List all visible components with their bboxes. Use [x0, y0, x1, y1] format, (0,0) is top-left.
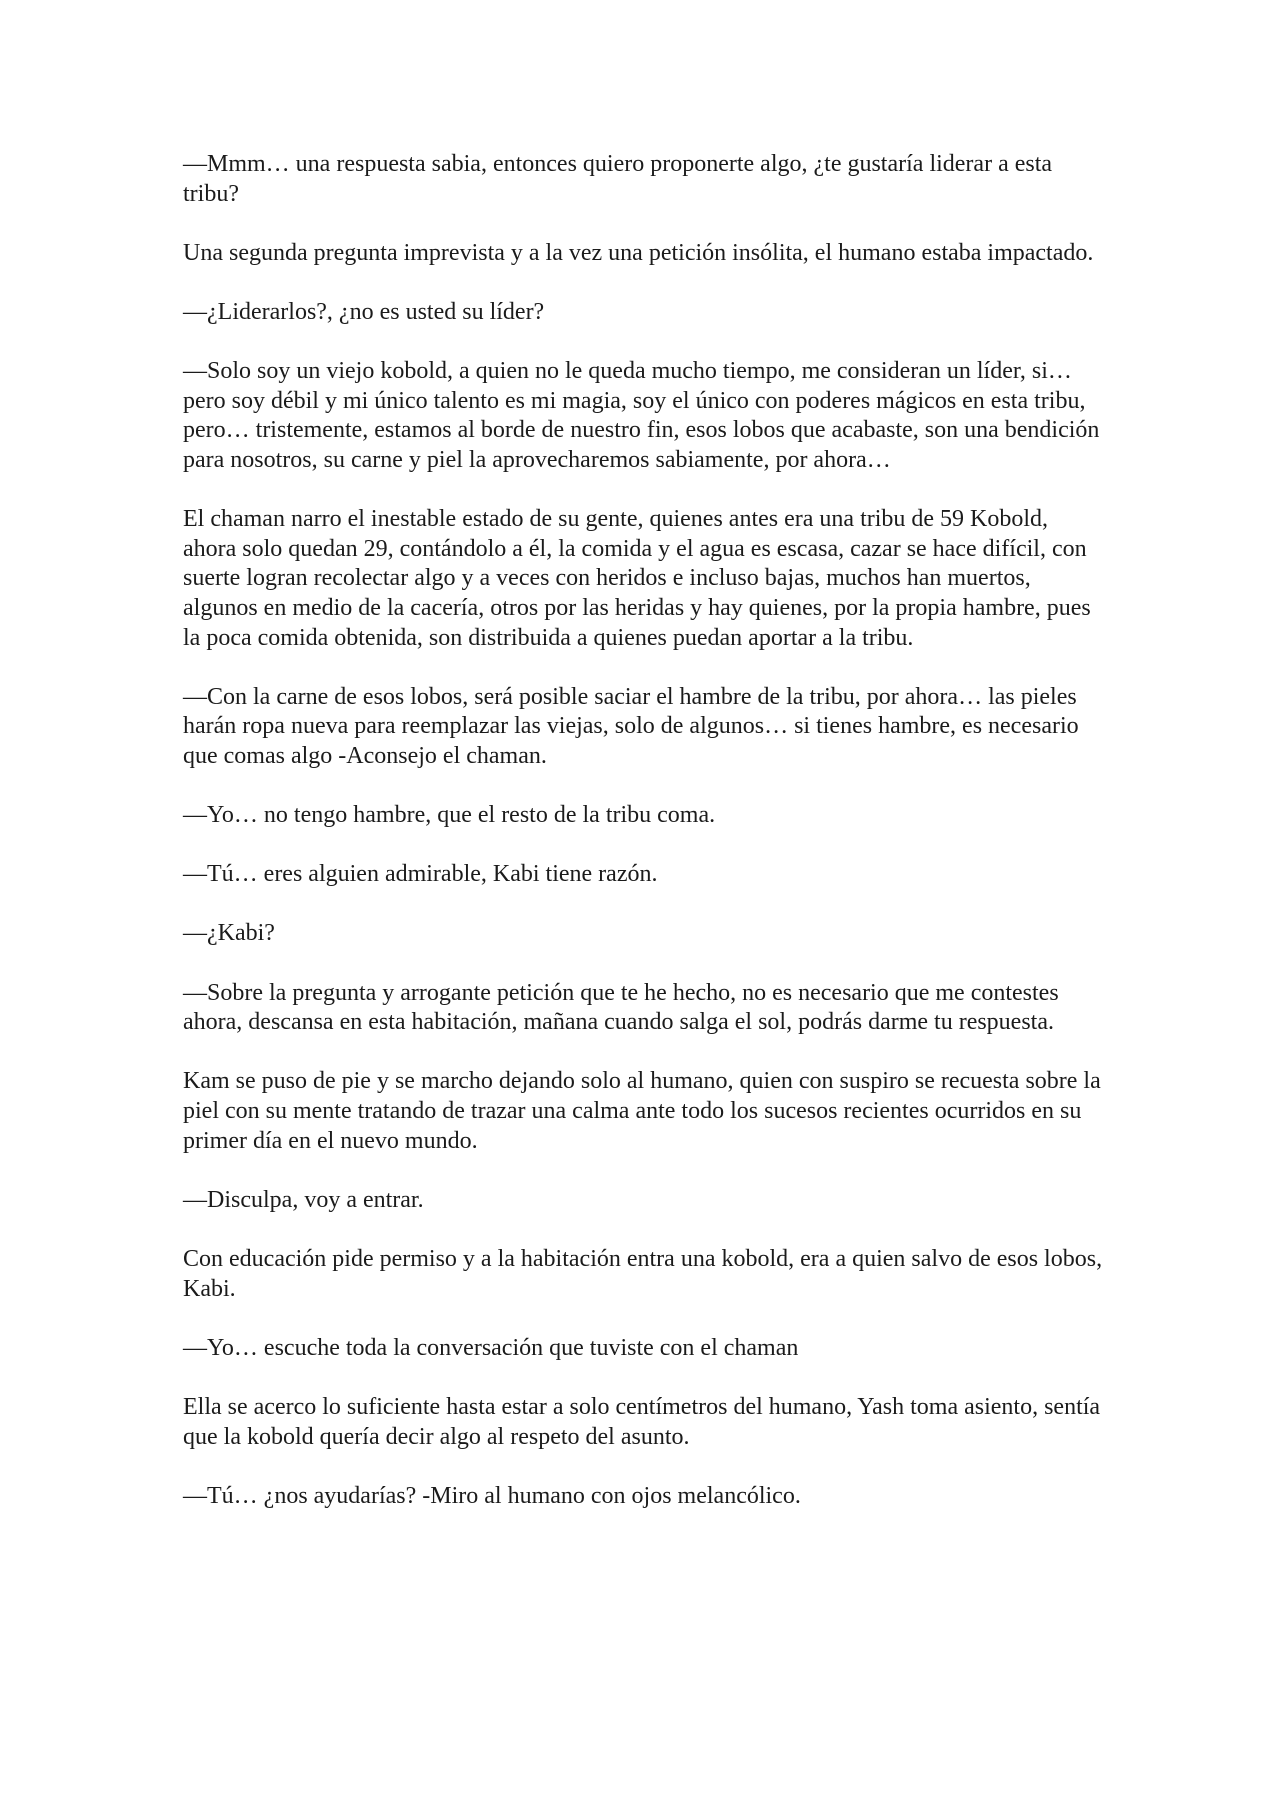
- paragraph: Una segunda pregunta imprevista y a la vez una petición insólita, el humano estaba impactado.: [183, 239, 1094, 266]
- paragraph: —¿Liderarlos?, ¿no es usted su líder?: [183, 298, 545, 325]
- document-body: [183, 150, 1103, 1541]
- paragraph: Ella se acerco lo suficiente hasta estar a solo centímetros del humano, Yash toma asiento, sentía que la kobold quería decir algo al respeto del asunto.: [183, 1393, 1101, 1450]
- paragraph: —Tú… eres alguien admirable, Kabi tiene razón.: [183, 861, 658, 888]
- paragraph: Kam se puso de pie y se marcho dejando solo al humano, quien con suspiro se recuesta sobre la piel con su mente tratando de trazar una calma ante todo los sucesos recientes ocurridos en su primer día en el nuevo mundo.: [183, 1068, 1101, 1154]
- paragraph: —Solo soy un viejo kobold, a quien no le queda mucho tiempo, me consideran un líder, si… pero soy débil y mi único talento es mi magia, soy el único con poderes mágicos en esta tribu, pero… tristemente, estamos al borde de nuestro fin, esos lobos que acabaste, son una bendición para nosotros, su carne y piel la aprovecharemos sabiamente, por ahora…: [183, 358, 1100, 473]
- paragraph: —Con la carne de esos lobos, será posible saciar el hambre de la tribu, por ahora… las pieles harán ropa nueva para reemplazar las viejas, solo de algunos… si tienes hambre, es necesario que comas algo -Aconsejo el chaman.: [183, 683, 1079, 769]
- paragraph: —Disculpa, voy a entrar.: [183, 1186, 424, 1213]
- paragraph: —Sobre la pregunta y arrogante petición que te he hecho, no es necesario que me contestes ahora, descansa en esta habitación, mañana cuando salga el sol, podrás darme tu respuesta.: [183, 979, 1059, 1036]
- paragraph: —Yo… no tengo hambre, que el resto de la tribu coma.: [183, 802, 716, 829]
- paragraph: —Mmm… una respuesta sabia, entonces quiero proponerte algo, ¿te gustaría liderar a esta tribu?: [183, 151, 1053, 207]
- paragraph: —Yo… escuche toda la conversación que tuviste con el chaman: [183, 1334, 799, 1361]
- paragraph: El chaman narro el inestable estado de su gente, quienes antes era una tribu de 59 Kobold, ahora solo quedan 29, contándolo a él, la comida y el agua es escasa, cazar se hace difícil, con suerte logran recolectar algo y a veces con heridos e incluso bajas, muchos han muertos, algunos en medio de la cacería, otros por las heridas y hay quienes, por la propia hambre, pues la poca comida obtenida, son distribuida a quienes puedan aportar a la tribu.: [183, 506, 1091, 651]
- paragraph: —Tú… ¿nos ayudarías? -Miro al humano con ojos melancólico.: [183, 1482, 801, 1509]
- paragraph: Con educación pide permiso y a la habitación entra una kobold, era a quien salvo de esos lobos, Kabi.: [183, 1245, 1103, 1302]
- paragraph: —¿Kabi?: [183, 920, 275, 947]
